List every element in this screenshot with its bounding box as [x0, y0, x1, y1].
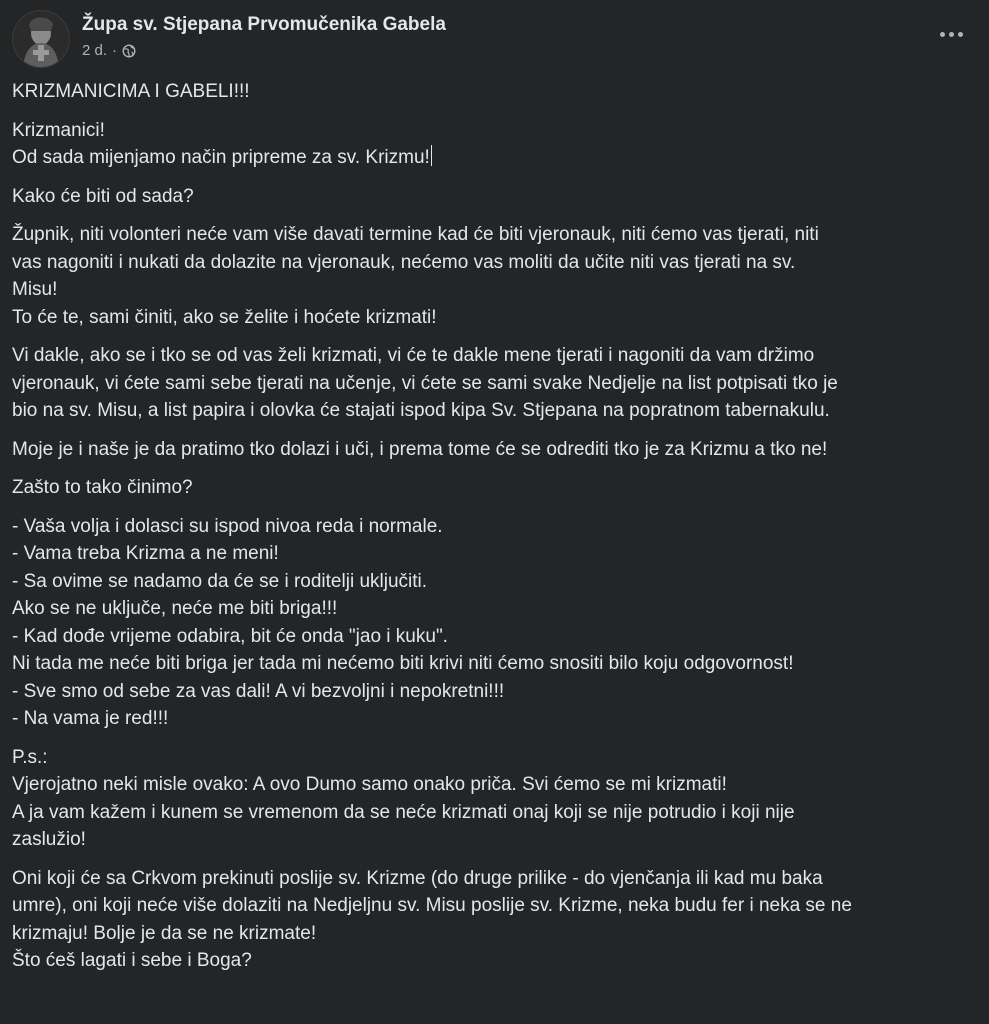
more-dot: [949, 32, 954, 37]
page-avatar[interactable]: [12, 10, 70, 68]
post-text-line: To će te, sami činiti, ako se želite i hoćete krizmati!: [12, 306, 437, 328]
post-text-line: bio na sv. Misu, a list papira i olovka će stajati ispod kipa Sv. Stjepana na popratnom tabernakulu.: [12, 400, 830, 421]
post-text-line: - Sa ovime se nadamo da će se i roditelji uključiti.: [12, 570, 428, 592]
post-meta: [82, 42, 136, 59]
post-text-line: zaslužio!: [12, 829, 86, 850]
post-text-line: vjeronauk, vi ćete sami sebe tjerati na učenje, vi ćete se sami svake Nedjelje na list potpisati tko je: [12, 372, 838, 394]
post-body: [12, 78, 972, 986]
post-text-line: Moje je i naše je da pratimo tko dolazi i uči, i prema tome će se odrediti tko je za Krizmu a tko ne!: [12, 438, 828, 460]
post-text-line: Misu!: [12, 279, 58, 300]
post-paragraph: [12, 117, 972, 172]
post-paragraph: [12, 221, 972, 331]
post-text-line: Vi dakle, ako se i tko se od vas želi krizmati, vi će te dakle mene tjerati i nagoniti da vam držimo: [12, 345, 815, 366]
post-paragraph: [12, 183, 972, 211]
post-paragraph: [12, 744, 972, 854]
post-paragraph: [12, 865, 972, 975]
page-name-link[interactable]: Župa sv. Stjepana Prvomučenika Gabela: [82, 14, 446, 35]
post-text-line: - Vaša volja i dolasci su ispod nivoa reda i normale.: [12, 515, 443, 537]
post-text-line: P.s.:: [12, 746, 48, 768]
more-dot: [958, 32, 963, 37]
post-timestamp[interactable]: 2 d.: [82, 42, 108, 59]
post-text-line: Oni koji će sa Crkvom prekinuti poslije sv. Krizme (do druge prilike - do vjenčanja ili kad mu baka: [12, 867, 823, 889]
post-text-line: vas nagoniti i nukati da dolazite na vjeronauk, nećemo vas moliti da učite niti vas tjerati na sv.: [12, 251, 796, 273]
meta-separator: ·: [112, 42, 118, 59]
post-text-line: Krizmanici!: [12, 119, 105, 141]
globe-icon[interactable]: [122, 44, 136, 58]
post-text-line: umre), oni koji neće više dolaziti na Nedjeljnu sv. Misu poslije sv. Krizme, neka budu fer i neka se ne: [12, 895, 852, 916]
post-text-line: Ni tada me neće biti briga jer tada mi nećemo biti krivi niti ćemo snositi bilo koju odgovornost!: [12, 653, 794, 674]
post-header: [12, 8, 977, 68]
post-text-line: - Vama treba Krizma a ne meni!: [12, 543, 279, 564]
post-text-line: Vjerojatno neki misle ovako: A ovo Dumo samo onako priča. Svi ćemo se mi krizmati!: [12, 774, 727, 795]
post-text-line: krizmaju! Bolje je da se ne krizmate!: [12, 922, 317, 944]
post-text-line: Župnik, niti volonteri neće vam više davati termine kad će biti vjeronauk, niti ćemo vas tjerati, niti: [12, 224, 819, 245]
post-paragraph: [12, 513, 972, 733]
post-paragraph: [12, 342, 972, 425]
more-options-icon[interactable]: [933, 22, 969, 46]
post-paragraph: [12, 436, 972, 464]
post-text-line: Kako će biti od sada?: [12, 185, 194, 207]
post-text-line: Od sada mijenjamo način pripreme za sv. Krizmu!: [12, 147, 430, 168]
post-text-line: Što ćeš lagati i sebe i Boga?: [12, 950, 252, 971]
post-text-line: - Kad dođe vrijeme odabira, bit će onda "jao i kuku".: [12, 625, 448, 647]
post-text-line: KRIZMANICIMA I GABELI!!!: [12, 81, 250, 102]
more-dot: [940, 32, 945, 37]
post-text-line: Zašto to tako činimo?: [12, 477, 193, 498]
avatar-image: [13, 11, 69, 67]
post-text-line: A ja vam kažem i kunem se vremenom da se neće krizmati onaj koji se nije potrudio i koji nije: [12, 801, 795, 823]
post-text-line: - Na vama je red!!!: [12, 708, 169, 729]
post-paragraph: [12, 78, 972, 106]
post-text-line: Ako se ne uključe, neće me biti briga!!!: [12, 598, 338, 619]
post-text-line: - Sve smo od sebe za vas dali! A vi bezvoljni i nepokretni!!!: [12, 680, 505, 702]
text-caret: [431, 145, 432, 166]
post-paragraph: [12, 474, 972, 502]
